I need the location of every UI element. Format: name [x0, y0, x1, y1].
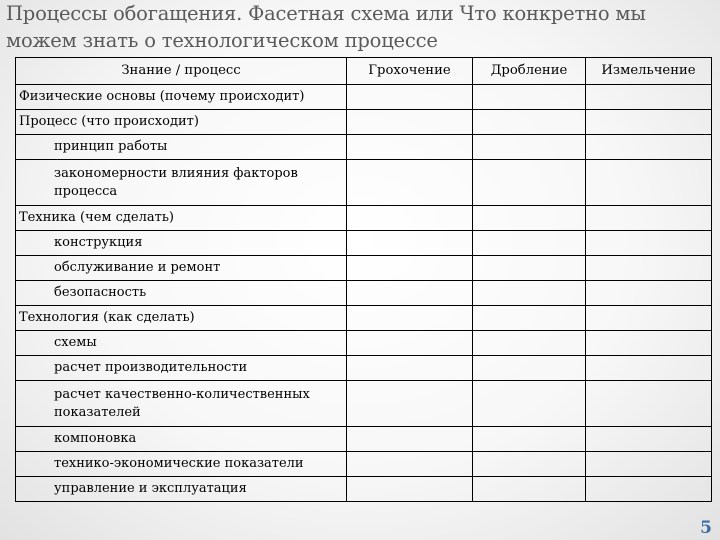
cell-grinding [586, 306, 712, 331]
cell-grinding [586, 477, 712, 502]
cell-crushing [473, 85, 586, 110]
row-label: схемы [16, 331, 347, 356]
cell-screening [347, 427, 473, 452]
table-row [16, 110, 712, 135]
row-label: обслуживание и ремонт [16, 256, 347, 281]
cell-crushing [473, 427, 586, 452]
table-row [16, 85, 712, 110]
table-row [16, 256, 712, 281]
cell-grinding [586, 427, 712, 452]
row-label: компоновка [16, 427, 347, 452]
header-knowledge-process: Знание / процесс [16, 58, 347, 85]
cell-crushing [473, 381, 586, 427]
cell-crushing [473, 356, 586, 381]
cell-screening [347, 331, 473, 356]
table-row [16, 477, 712, 502]
table-row [16, 206, 712, 231]
cell-screening [347, 85, 473, 110]
cell-crushing [473, 110, 586, 135]
table-row [16, 381, 712, 427]
cell-screening [347, 381, 473, 427]
slide-title-line-1: Процессы обогащения. Фасетная схема или Что конкретно мы [6, 2, 646, 25]
cell-crushing [473, 306, 586, 331]
table-row [16, 281, 712, 306]
table-row [16, 427, 712, 452]
cell-grinding [586, 231, 712, 256]
cell-grinding [586, 281, 712, 306]
table-row [16, 160, 712, 206]
header-screening: Грохочение [347, 58, 473, 85]
header-crushing: Дробление [473, 58, 586, 85]
row-label: закономерности влияния факторов процесса [16, 160, 347, 206]
cell-screening [347, 452, 473, 477]
row-label: управление и эксплуатация [16, 477, 347, 502]
row-label: безопасность [16, 281, 347, 306]
slide-title [6, 0, 718, 54]
cell-screening [347, 356, 473, 381]
cell-crushing [473, 135, 586, 160]
cell-crushing [473, 281, 586, 306]
table-row [16, 135, 712, 160]
cell-screening [347, 135, 473, 160]
cell-grinding [586, 381, 712, 427]
row-label: Техника (чем сделать) [16, 206, 347, 231]
cell-crushing [473, 477, 586, 502]
table-header-row [16, 58, 712, 85]
table-row [16, 306, 712, 331]
table-row [16, 356, 712, 381]
row-label: технико-экономические показатели [16, 452, 347, 477]
cell-grinding [586, 110, 712, 135]
cell-grinding [586, 331, 712, 356]
cell-crushing [473, 331, 586, 356]
cell-screening [347, 306, 473, 331]
cell-crushing [473, 160, 586, 206]
cell-screening [347, 206, 473, 231]
cell-screening [347, 160, 473, 206]
cell-grinding [586, 206, 712, 231]
cell-crushing [473, 256, 586, 281]
cell-screening [347, 110, 473, 135]
page-number: 5 [700, 518, 712, 538]
cell-grinding [586, 160, 712, 206]
row-label: Процесс (что происходит) [16, 110, 347, 135]
row-label: Физические основы (почему происходит) [16, 85, 347, 110]
cell-crushing [473, 452, 586, 477]
cell-screening [347, 477, 473, 502]
cell-crushing [473, 231, 586, 256]
cell-screening [347, 256, 473, 281]
cell-grinding [586, 452, 712, 477]
cell-crushing [473, 206, 586, 231]
table-row [16, 452, 712, 477]
cell-screening [347, 281, 473, 306]
cell-grinding [586, 256, 712, 281]
row-label: конструкция [16, 231, 347, 256]
table-row [16, 231, 712, 256]
row-label: принцип работы [16, 135, 347, 160]
facet-table [15, 57, 712, 502]
cell-screening [347, 231, 473, 256]
cell-grinding [586, 85, 712, 110]
header-grinding: Измельчение [586, 58, 712, 85]
row-label: расчет производительности [16, 356, 347, 381]
slide-title-line-2: можем знать о технологическом процессе [6, 29, 438, 52]
row-label: расчет качественно-количественных показателей [16, 381, 347, 427]
cell-grinding [586, 135, 712, 160]
table-row [16, 331, 712, 356]
row-label: Технология (как сделать) [16, 306, 347, 331]
cell-grinding [586, 356, 712, 381]
